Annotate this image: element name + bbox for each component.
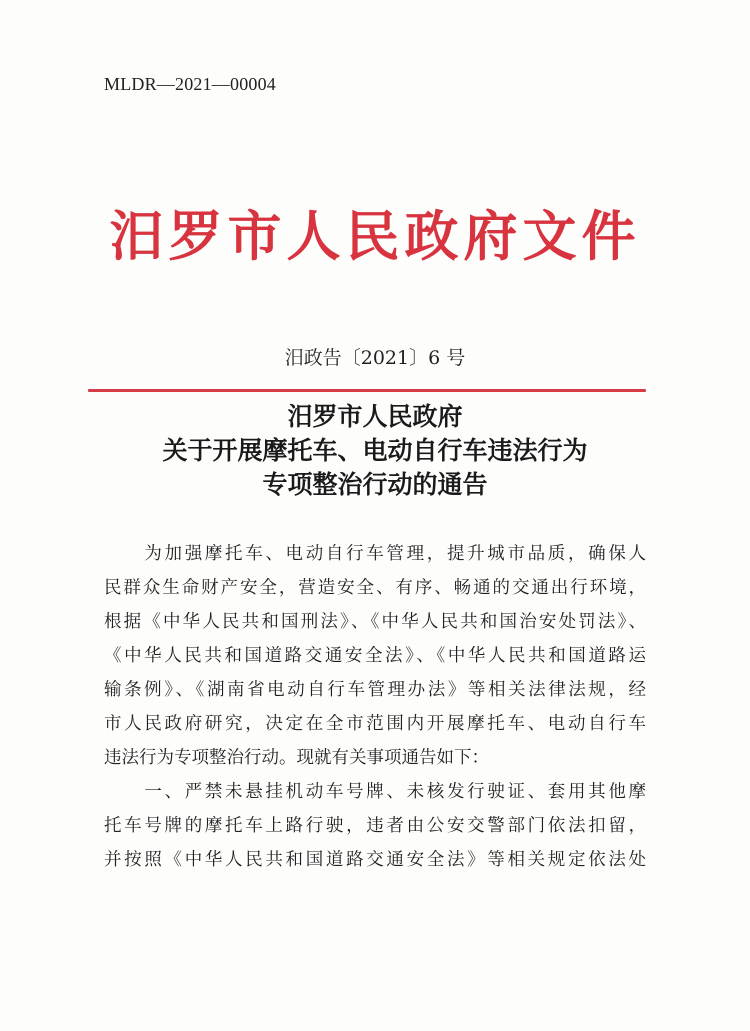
body-line: 《中华人民共和国道路交通安全法》、《中华人民共和国道路运 xyxy=(104,646,646,666)
body-line: 根据《中华人民共和国刑法》、《中华人民共和国治安处罚法》、 xyxy=(104,612,646,632)
item-one-paragraph xyxy=(104,775,646,877)
body-line: 违法行为专项整治行动。现就有关事项通告如下： xyxy=(104,748,489,768)
intro-paragraph xyxy=(104,537,646,775)
issue-number: 汨政告〔2021〕6 号 xyxy=(284,347,466,369)
body-line: 为加强摩托车、电动自行车管理，提升城市品质，确保人 xyxy=(104,544,646,564)
body-line: 民群众生命财产安全，营造安全、有序、畅通的交通出行环境， xyxy=(104,578,646,598)
body-line: 并按照《中华人民共和国道路交通安全法》等相关规定依法处 xyxy=(104,850,646,870)
notice-body xyxy=(104,537,646,877)
body-line: 市人民政府研究，决定在全市范围内开展摩托车、电动自行车 xyxy=(104,714,646,734)
title-line-1: 汨罗市人民政府 xyxy=(287,402,463,431)
body-line: 一、严禁未悬挂机动车号牌、未核发行驶证、套用其他摩 xyxy=(104,782,646,802)
body-line: 托车号牌的摩托车上路行驶，违者由公安交警部门依法扣留， xyxy=(104,816,646,836)
title-line-3: 专项整治行动的通告 xyxy=(262,470,488,499)
masthead-title: 汨罗市人民政府文件 xyxy=(109,204,641,268)
title-line-2: 关于开展摩托车、电动自行车违法行为 xyxy=(162,436,588,465)
notice-title xyxy=(0,400,750,502)
document-id: MLDR—2021—00004 xyxy=(104,74,277,94)
red-separator-line xyxy=(88,389,646,392)
body-line: 输条例》、《湖南省电动自行车管理办法》等相关法律法规，经 xyxy=(104,680,646,700)
